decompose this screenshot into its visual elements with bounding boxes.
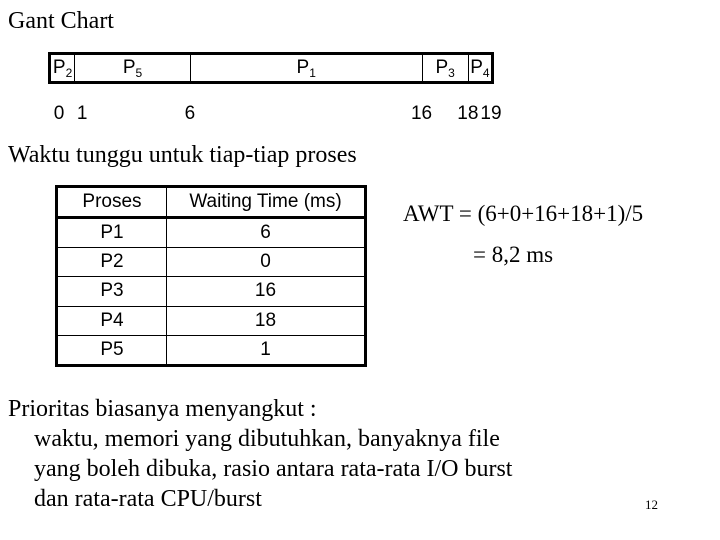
- process-cell: P2: [57, 248, 167, 277]
- gantt-segment-p2: [51, 55, 74, 81]
- gantt-tick: 6: [184, 103, 196, 124]
- gantt-tick: 1: [76, 103, 88, 124]
- waiting-time-cell: 1: [167, 335, 366, 365]
- gantt-segment-label: $P_2$: [52, 57, 73, 80]
- gantt-segment-label: $P_5$: [122, 57, 143, 80]
- gantt-segment-label: $P_1$: [296, 57, 316, 80]
- gantt-segment-label: $P_3$: [435, 57, 455, 80]
- waiting-time-cell: 0: [167, 248, 366, 277]
- process-cell: P5: [57, 335, 167, 365]
- gantt-tick: 19: [480, 103, 502, 124]
- gantt-segment-p5: [74, 55, 190, 81]
- gantt-segment-label: $P_4$: [470, 57, 490, 80]
- awt-formula: AWT = (6+0+16+18+1)/5: [403, 201, 644, 226]
- waiting-time-table: [55, 185, 367, 367]
- notes-line: dan rata-rata CPU/burst: [34, 486, 262, 512]
- waiting-time-cell: 18: [167, 306, 366, 335]
- process-cell: P3: [57, 277, 167, 306]
- process-cell: P1: [57, 218, 167, 248]
- notes-line: yang boleh dibuka, rasio antara rata-rata I/O burst: [34, 456, 513, 482]
- table-row: [57, 277, 366, 306]
- notes-heading: Prioritas biasanya menyangkut :: [8, 396, 317, 422]
- gantt-tick: 18: [457, 103, 479, 124]
- priority-notes: [8, 394, 512, 514]
- gantt-bar: [48, 52, 494, 84]
- process-cell: P4: [57, 306, 167, 335]
- awt-result: = 8,2 ms: [473, 242, 554, 267]
- gantt-segment-p4: [468, 55, 491, 81]
- table-row: [57, 335, 366, 365]
- table-header-row: [57, 187, 366, 218]
- table-row: [57, 306, 366, 335]
- gantt-segment-p3: [422, 55, 468, 81]
- waiting-time-cell: 6: [167, 218, 366, 248]
- page-number: 12: [645, 497, 658, 512]
- header-proses: Proses: [57, 187, 167, 218]
- waiting-time-heading: Waktu tunggu untuk tiap-tiap proses: [8, 142, 357, 168]
- table-row: [57, 248, 366, 277]
- gantt-chart-title: Gant Chart: [8, 8, 114, 34]
- gantt-segment-p1: [190, 55, 422, 81]
- gantt-tick: 0: [53, 103, 65, 124]
- header-waiting-time: Waiting Time (ms): [167, 187, 366, 218]
- table-row: [57, 218, 366, 248]
- gantt-tick: 16: [410, 103, 433, 124]
- waiting-time-cell: 16: [167, 277, 366, 306]
- notes-line: waktu, memori yang dibutuhkan, banyaknya file: [34, 426, 500, 452]
